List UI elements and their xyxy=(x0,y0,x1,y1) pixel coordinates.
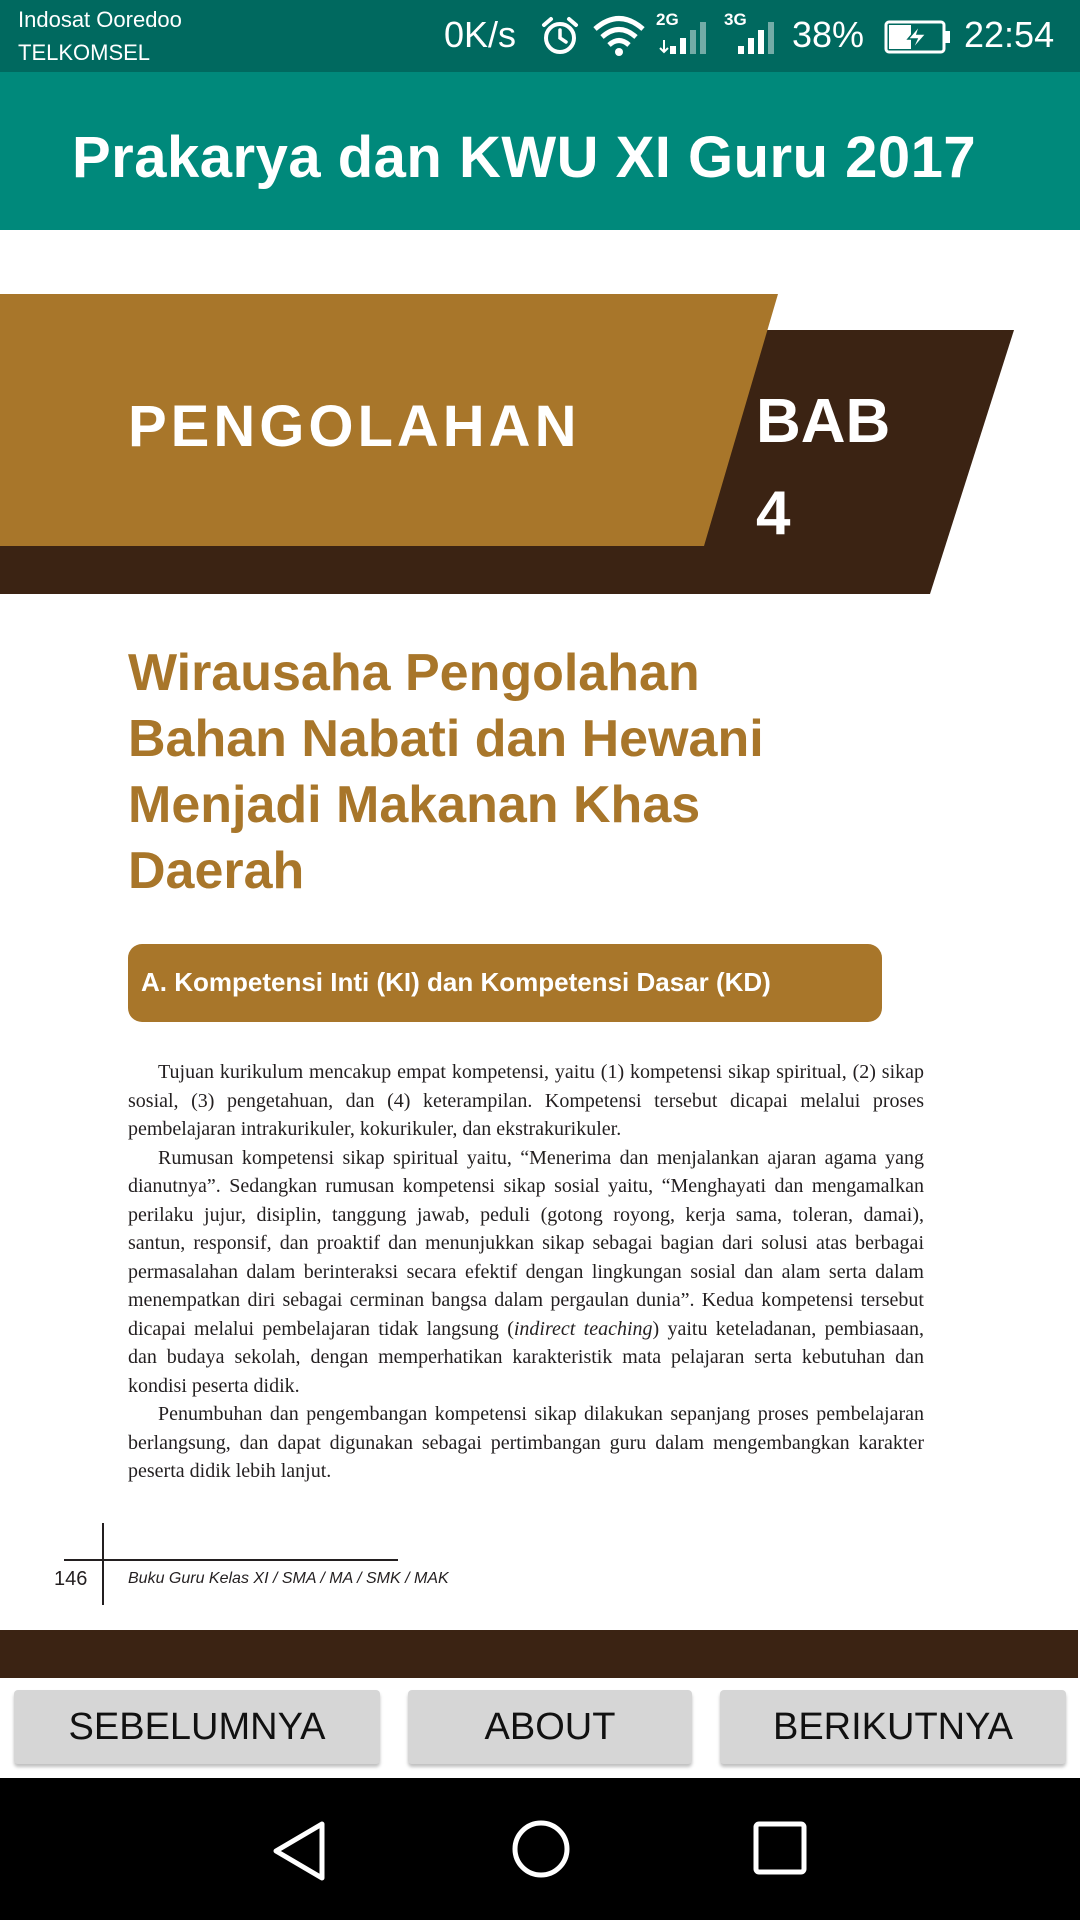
clock: 22:54 xyxy=(964,14,1055,55)
footer-rule xyxy=(64,1559,398,1561)
paragraph: Rumusan kompetensi sikap spiritual yaitu, “Menerima dan menjalankan ajaran agama yang dianutnya”. Sedangkan rumusan kompetensi sikap sosial yaitu, “Menghayati dan mengamalkan perilaku jujur, disiplin, tanggung jawab, peduli (gotong royong, kerja sama, toleran, damai), santun, responsif, dan proaktif dan menunjukkan sikap sebagai bagian dari solusi atas berbagai permasalahan dalam berinteraksi secara efektif dengan lingkungan sosial dan alam serta dalam menempatkan diri sebagai cerminan bangsa dalam pergaulan dunia”. Kedua kompetensi tersebut dicapai melalui pembelajaran tidak langsung (indirect teaching) yaitu keteladanan, pembiasaan, dan budaya sekolah, dengan memperhatikan karakteristik mata pelajaran serta kebutuhan dan kondisi peserta didik. xyxy=(128,1146,924,1397)
recent-apps-icon[interactable] xyxy=(752,1820,808,1876)
next-button[interactable]: BERIKUTNYA xyxy=(720,1690,1066,1764)
bab-number: 4 xyxy=(756,479,791,548)
signal-type-label: 3G xyxy=(724,10,747,29)
previous-button[interactable]: SEBELUMNYA xyxy=(14,1690,380,1764)
signal-icon xyxy=(656,10,714,58)
wifi-icon xyxy=(592,14,646,58)
battery-charging-icon xyxy=(884,20,952,54)
carrier-secondary: TELKOMSEL xyxy=(18,40,151,65)
home-icon[interactable] xyxy=(510,1818,572,1880)
system-nav-bar xyxy=(0,1778,1080,1920)
app-title: Prakarya dan KWU XI Guru 2017 xyxy=(72,125,977,190)
network-speed: 0K/s xyxy=(444,14,517,55)
chapter-word: PENGOLAHAN xyxy=(128,394,581,459)
bab-label: BAB xyxy=(756,387,891,456)
paragraph: Penumbuhan dan pengembangan kompetensi sikap dilakukan sepanjang proses pembelajaran berlangsung, dan dapat digunakan sebagai pertimbangan guru dalam mengembangkan karakter peserta didik lebih lanjut. xyxy=(128,1403,924,1482)
emphasis-term: indirect teaching xyxy=(513,1317,653,1340)
signal-type-label: 2G xyxy=(656,10,679,29)
body-text xyxy=(128,1058,924,1486)
page-number: 146 xyxy=(54,1568,88,1590)
app-bar xyxy=(0,72,1080,230)
next-page-banner-edge xyxy=(0,1630,1078,1678)
section-heading: A. Kompetensi Inti (KI) dan Kompetensi Dasar (KD) xyxy=(141,967,771,997)
footer-divider xyxy=(102,1523,104,1605)
about-button[interactable]: ABOUT xyxy=(408,1690,692,1764)
back-icon[interactable] xyxy=(270,1820,330,1882)
section-heading-pill xyxy=(128,944,882,1022)
signal-icon xyxy=(724,10,782,58)
alarm-icon xyxy=(540,16,580,56)
button-bar xyxy=(0,1678,1080,1778)
footer-book-title: Buku Guru Kelas XI / SMA / MA / SMK / MAK xyxy=(128,1570,449,1587)
paragraph: Tujuan kurikulum mencakup empat kompetensi, yaitu (1) kompetensi sikap spiritual, (2) sikap sosial, (3) pengetahuan, dan (4) keterampilan. Kompetensi tersebut dicapai melalui proses pembelajaran intrakurikuler, kokurikuler, dan ekstrakurikuler. xyxy=(128,1061,924,1140)
carrier-primary: Indosat Ooredoo xyxy=(18,7,182,32)
book-page-view[interactable] xyxy=(0,230,1080,1678)
chapter-title: Wirausaha Pengolahan Bahan Nabati dan Hewani Menjadi Makanan Khas Daerah xyxy=(128,644,764,900)
battery-percentage: 38% xyxy=(792,14,865,55)
status-bar xyxy=(0,0,1080,72)
